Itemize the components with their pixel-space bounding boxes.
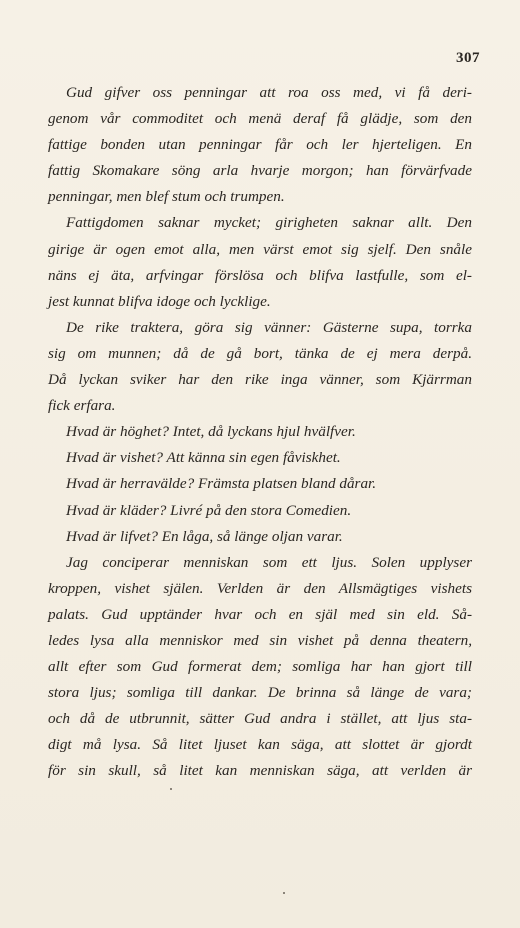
text-line: Hvad är lifvet? En låga, så länge oljan varar. (66, 527, 343, 545)
text-line: jest kunnat blifva idoge och lycklige. (48, 292, 271, 310)
body-text (48, 80, 472, 785)
text-line: för sin skull, så litet kan menniskan säga, att verlden är (48, 762, 472, 780)
text-line: sig om munnen; då de gå bort, tänka de ej mera derpå. (48, 344, 472, 362)
text-line: näns ej äta, arfvingar förslösa och blifva lastfulle, som el- (48, 266, 472, 284)
text-line: Hvad är kläder? Livré på den stora Comedien. (66, 501, 352, 519)
text-line: ledes lysa alla menniskor med sin vishet på denna theatern, (48, 631, 472, 649)
text-line: girige är ogen emot alla, men värst emot sig sjelf. Den snåle (48, 240, 472, 258)
text-line: palats. Gud upptänder hvar och en själ med sin eld. Så- (48, 605, 472, 623)
text-line: Då lyckan sviker har den rike inga vänner, som Kjärrman (48, 371, 472, 389)
text-line: fick erfara. (48, 397, 116, 415)
text-line: Hvad är vishet? Att känna sin egen fåviskhet. (66, 449, 341, 467)
text-line: kroppen, vishet själen. Verlden är den Allsmägtiges vishets (48, 579, 472, 597)
paper-speck (283, 892, 285, 894)
text-line: digt må lysa. Så litet ljuset kan säga, att slottet är gjordt (48, 736, 472, 754)
text-line: fattige bonden utan penningar får och ler hjerteligen. En (48, 136, 472, 154)
text-line: Jag conciperar menniskan som ett ljus. Solen upplyser (66, 553, 472, 571)
text-line: penningar, men blef stum och trumpen. (48, 188, 285, 206)
text-line: Gud gifver oss penningar att roa oss med, vi få deri- (66, 84, 472, 101)
page-number: 307 (456, 50, 480, 66)
text-line: Fattigdomen saknar mycket; girigheten saknar allt. Den (66, 214, 472, 232)
text-line: allt efter som Gud formerat dem; somliga har han gjort till (48, 658, 472, 676)
text-line: fattig Skomakare söng arla hvarje morgon; han förvärfvade (48, 162, 472, 180)
text-line: Hvad är herravälde? Främsta platsen bland dårar. (66, 475, 377, 493)
text-line: stora ljus; somliga till dankar. De brinna så länge de vara; (48, 684, 472, 702)
text-line: De rike traktera, göra sig vänner: Gästerne supa, torrka (66, 318, 472, 336)
text-line: Hvad är höghet? Intet, då lyckans hjul hvälfver. (66, 423, 356, 441)
paper-speck (170, 788, 172, 790)
text-line: och då de utbrunnit, sätter Gud andra i stället, att ljus sta- (48, 710, 472, 728)
text-line: genom vår commoditet och menä deraf få glädje, som den (48, 110, 472, 128)
